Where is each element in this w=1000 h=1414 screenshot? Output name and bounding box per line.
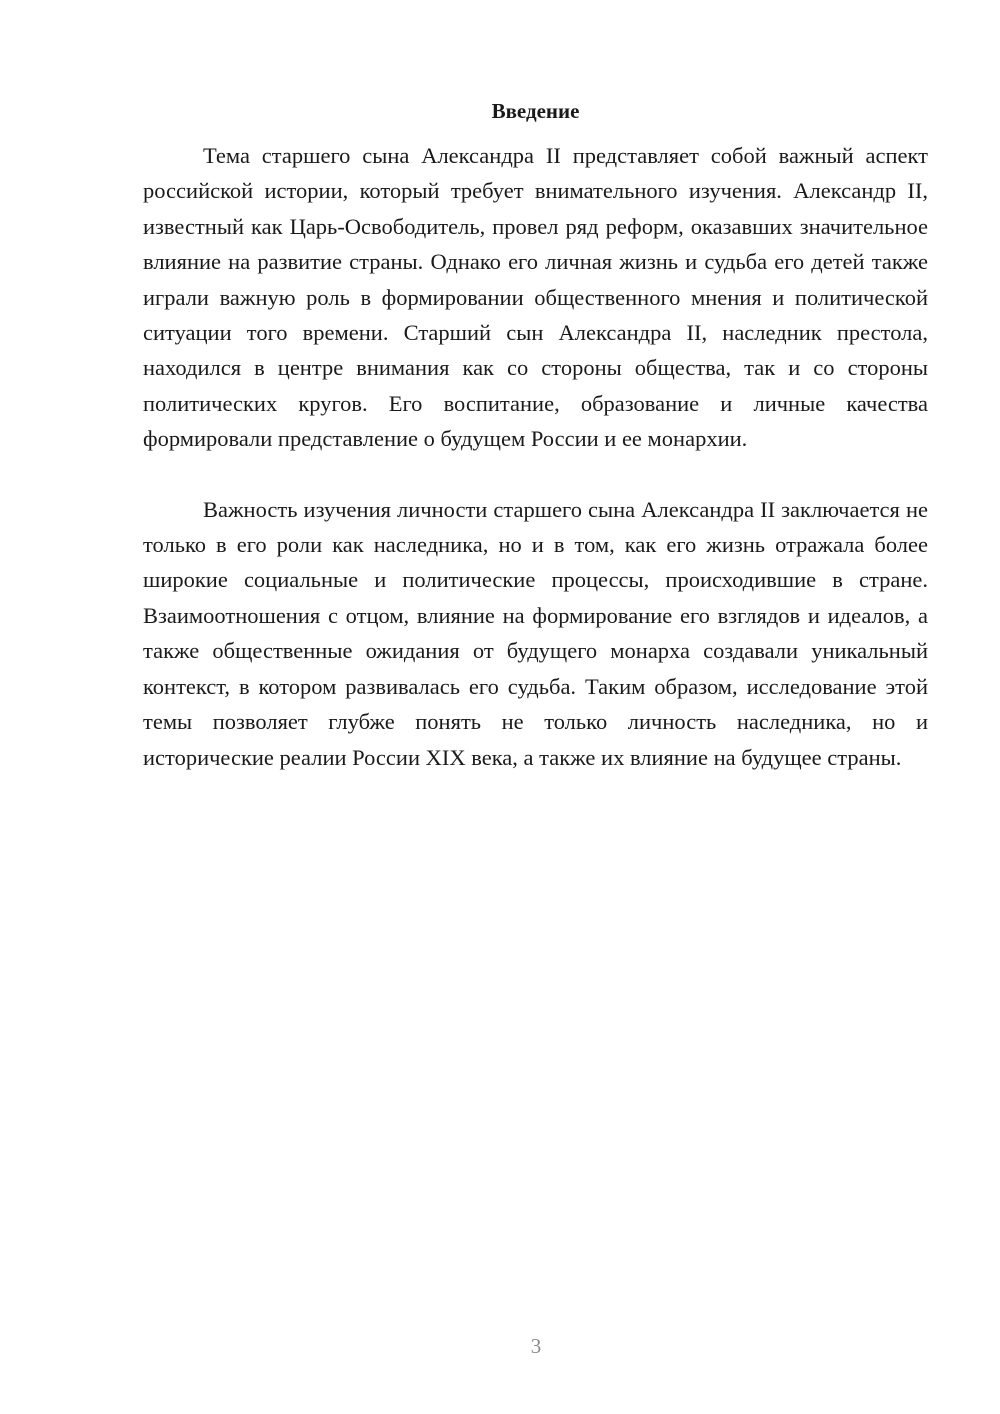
page-number: 3 <box>530 1334 542 1358</box>
paragraph-1: Тема старшего сына Александра II представляет собой важный аспект российской истории, который требует внимательного изучения. Александр II, известный как Царь-Освободитель, провел ряд реформ, оказавших значительное влияние на развитие страны. Однако его личная жизнь и судьба его детей также играли важную роль в формировании общественного мнения и политической ситуации того времени. Старший сын Александра II, наследник престола, находился в центре внимания как со стороны общества, так и со стороны политических кругов. Его воспитание, образование и личные качества формировали представление о будущем России и ее монархии. <box>143 143 928 452</box>
page-content <box>143 96 928 775</box>
section-title: Введение <box>491 99 580 123</box>
paragraph-2: Важность изучения личности старшего сына Александра II заключается не только в его роли как наследника, но и в том, как его жизнь отражала более широкие социальные и политические процессы, происходившие в стране. Взаимоотношения с отцом, влияние на формирование его взглядов и идеалов, а также общественные ожидания от будущего монарха создавали уникальный контекст, в котором развивалась его судьба. Таким образом, исследование этой темы позволяет глубже понять не только личность наследника, но и исторические реалии России XIX века, а также их влияние на будущее страны. <box>143 496 928 770</box>
